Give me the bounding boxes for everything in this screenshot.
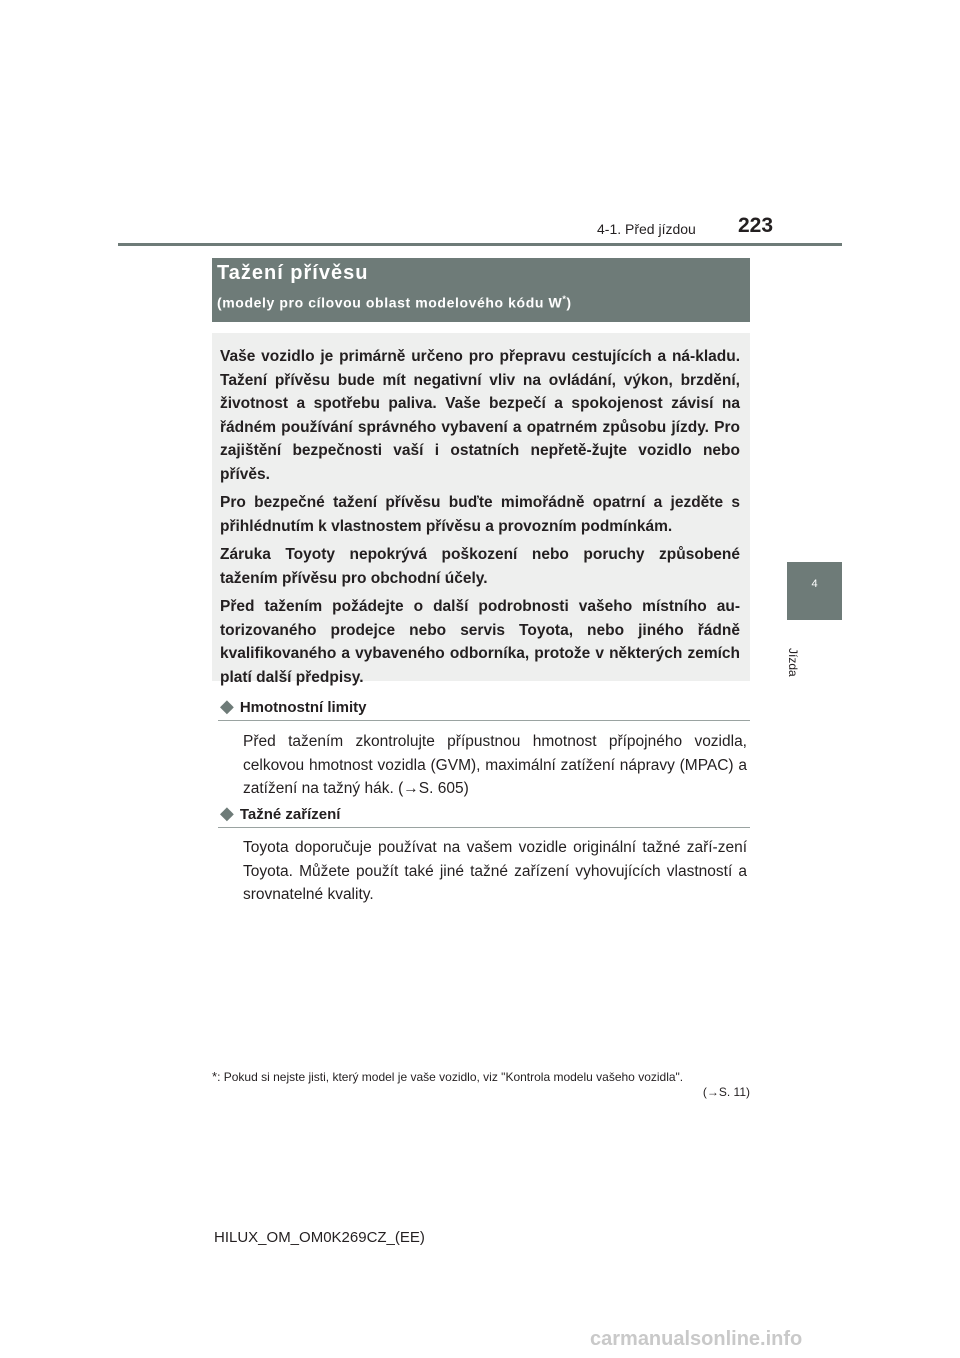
intro-box bbox=[212, 333, 750, 686]
subtitle-footnote-mark: * bbox=[562, 294, 567, 304]
footnote bbox=[212, 1068, 750, 1086]
intro-paragraph: Vaše vozidlo je primárně určeno pro přepravu cestujících a ná-kladu. Tažení přívěsu bude mít negativní vliv na ovládání, výkon, brzdění, životnost a spotřebu paliva. Vaše bezpečí a spokojenost závisí na řádném používání správného vybavení a opatrném způsobu jízdy. Pro zajištění bezpečnosti vaší i ostatních nepřetě-žujte vozidlo nebo přívěs. bbox=[220, 348, 740, 483]
chapter-tab bbox=[787, 562, 842, 620]
section-rule bbox=[218, 827, 750, 828]
subtitle-text-end: ) bbox=[566, 294, 572, 311]
footnote-text: : Pokud si nejste jisti, který model je vaše vozidlo, viz "Kontrola modelu vašeho vozidla". bbox=[217, 1070, 684, 1084]
section-heading-towing-hitch bbox=[220, 803, 340, 824]
section-heading-text: Hmotnostní limity bbox=[239, 699, 367, 716]
section-heading-weight-limits bbox=[220, 696, 367, 717]
section-body-weight-limits: Před tažením zkontrolujte přípustnou hmotnost přípojného vozidla, celkovou hmotnost vozidla (GVM), maximální zatížení nápravy (MPAC) a zatížení na tažný hák. (→S. 605) bbox=[243, 733, 747, 797]
section-rule bbox=[218, 720, 750, 721]
section-heading-text: Tažné zařízení bbox=[239, 806, 341, 823]
page-subtitle bbox=[217, 294, 572, 311]
page-title: Tažení přívěsu bbox=[217, 262, 369, 284]
chapter-tab-label: Jízda bbox=[786, 648, 800, 677]
chapter-tab-number: 4 bbox=[811, 578, 818, 590]
intro-paragraph: Záruka Toyoty nepokrývá poškození nebo poruchy způsobené tažením přívěsu pro obchodní účely. bbox=[220, 546, 740, 587]
footnote-mark: * bbox=[212, 1069, 218, 1084]
diamond-bullet-icon: ◆ bbox=[220, 803, 234, 823]
watermark: carmanualsonline.info bbox=[590, 1328, 803, 1350]
footnote-page-reference: (→S. 11) bbox=[702, 1085, 750, 1099]
running-header-section: 4-1. Před jízdou bbox=[597, 221, 696, 237]
page-number: 223 bbox=[738, 214, 774, 237]
subtitle-text: (modely pro cílovou oblast modelového kódu W bbox=[217, 294, 563, 311]
header-rule bbox=[118, 243, 842, 246]
intro-paragraph: Před tažením požádejte o další podrobnosti vašeho místního au-torizovaného prodejce nebo servis Toyota, nebo jiného řádně kvalifikovaného a vybaveného odborníka, protože v některých zemích platí další předpisy. bbox=[220, 598, 740, 686]
document-code: HILUX_OM_OM0K269CZ_(EE) bbox=[214, 1229, 425, 1246]
intro-paragraph: Pro bezpečné tažení přívěsu buďte mimořádně opatrní a jezděte s přihlédnutím k vlastnostem přívěsu a provozním podmínkám. bbox=[220, 494, 740, 535]
section-body-towing-hitch: Toyota doporučuje používat na vašem vozidle originální tažné zaří-zení Toyota. Můžete použít také jiné tažné zařízení vyhovujících vlastností a srovnatelné kvality. bbox=[243, 839, 747, 903]
diamond-bullet-icon: ◆ bbox=[220, 696, 234, 716]
